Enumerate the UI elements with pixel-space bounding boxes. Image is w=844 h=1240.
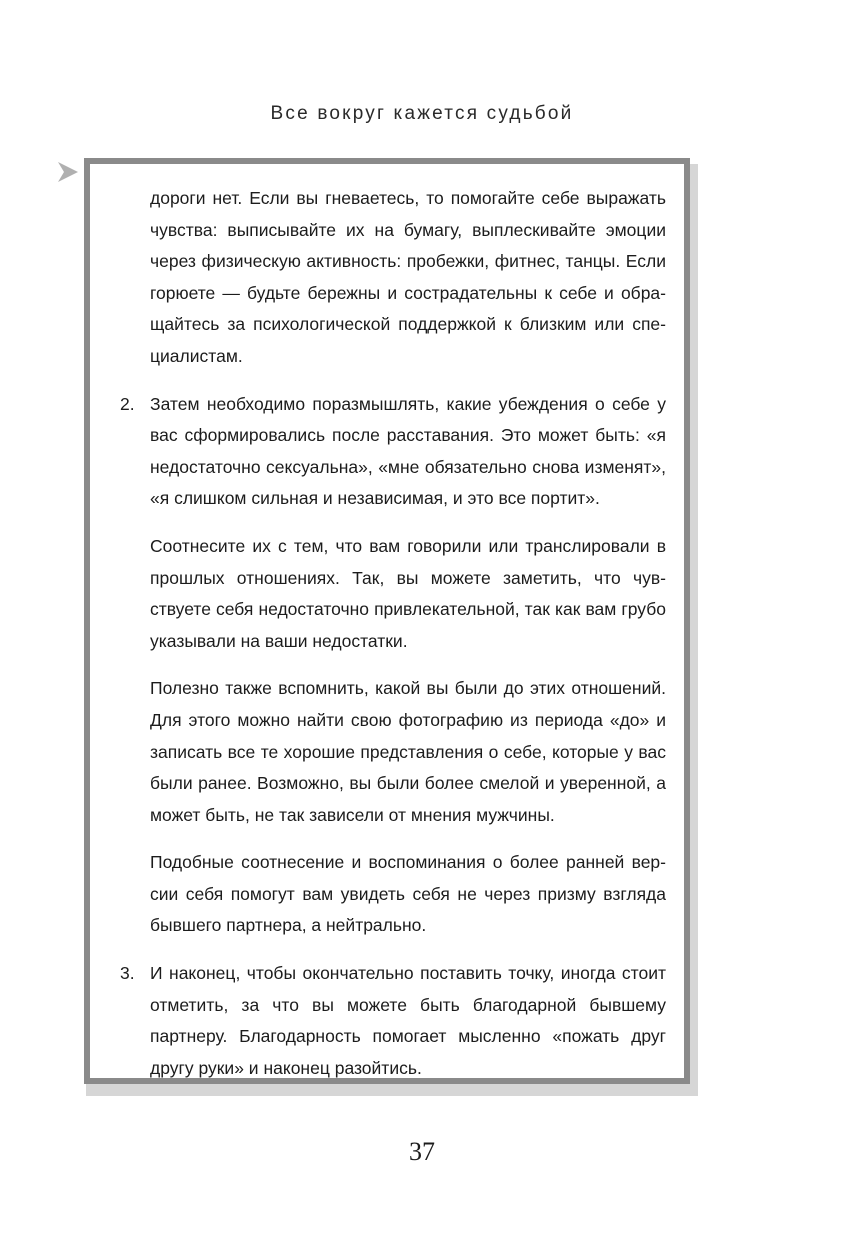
- list-item-2: [120, 389, 666, 943]
- list-item-number: 3.: [120, 963, 135, 984]
- list-item-paragraph: Полезно также вспомнить, какой вы были до этих отношений. Для этого можно найти свою фотографию из периода «до» и записать все те хорошие представления о себе, которые у вас были ранее. Возможно, вы были более смелой и уверенной, а может быть, не так зависели от мнения мужчины.: [150, 678, 666, 825]
- running-head-title: Все вокруг кажется судьбой: [270, 103, 574, 124]
- chevron-right-icon: [56, 160, 80, 184]
- list-item-paragraph: И наконец, чтобы окончательно поставить точку, иногда стоит отметить, за что вы можете быть благодарной бывшему партнеру. Благодарность помогает мысленно «пожать друг другу руки» и наконец разойтись.: [150, 963, 666, 1078]
- list-item-paragraph: Подобные соотнесение и воспоминания о более ранней версии себя помогут вам увидеть себя не через призму взгляда бывшего партнера, а нейтрально.: [150, 852, 666, 936]
- list-item-paragraph: Затем необходимо поразмышлять, какие убеждения о себе у вас сформировались после расставания. Это может быть: «я недостаточно сексуальна», «мне обязательно снова изменят», «я слишком сильная и независимая, и это все портит».: [150, 393, 666, 509]
- list-item-paragraph: Соотнесите их с тем, что вам говорили или транслировали в прошлых отношениях. Так, вы можете заметить, что чувствуете себя недостаточно привлекательной, так как вам грубо указывали на ваши недостатки.: [150, 535, 666, 651]
- page-body: [120, 183, 666, 1084]
- list-item-3: [120, 958, 666, 1084]
- page-number: 37: [409, 1137, 435, 1166]
- list-item-number: 2.: [120, 393, 135, 414]
- intro-paragraph: дороги нет. Если вы гневаетесь, то помогайте себе выражать чувства: выписывайте их на бумагу, выплескивайте эмоции через физическую активность: пробежки, фитнес, танцы. Если горюете — будьте бережны и сострадательны к себе и обращайтесь за психологической поддержкой к близким или специалистам.: [150, 188, 666, 366]
